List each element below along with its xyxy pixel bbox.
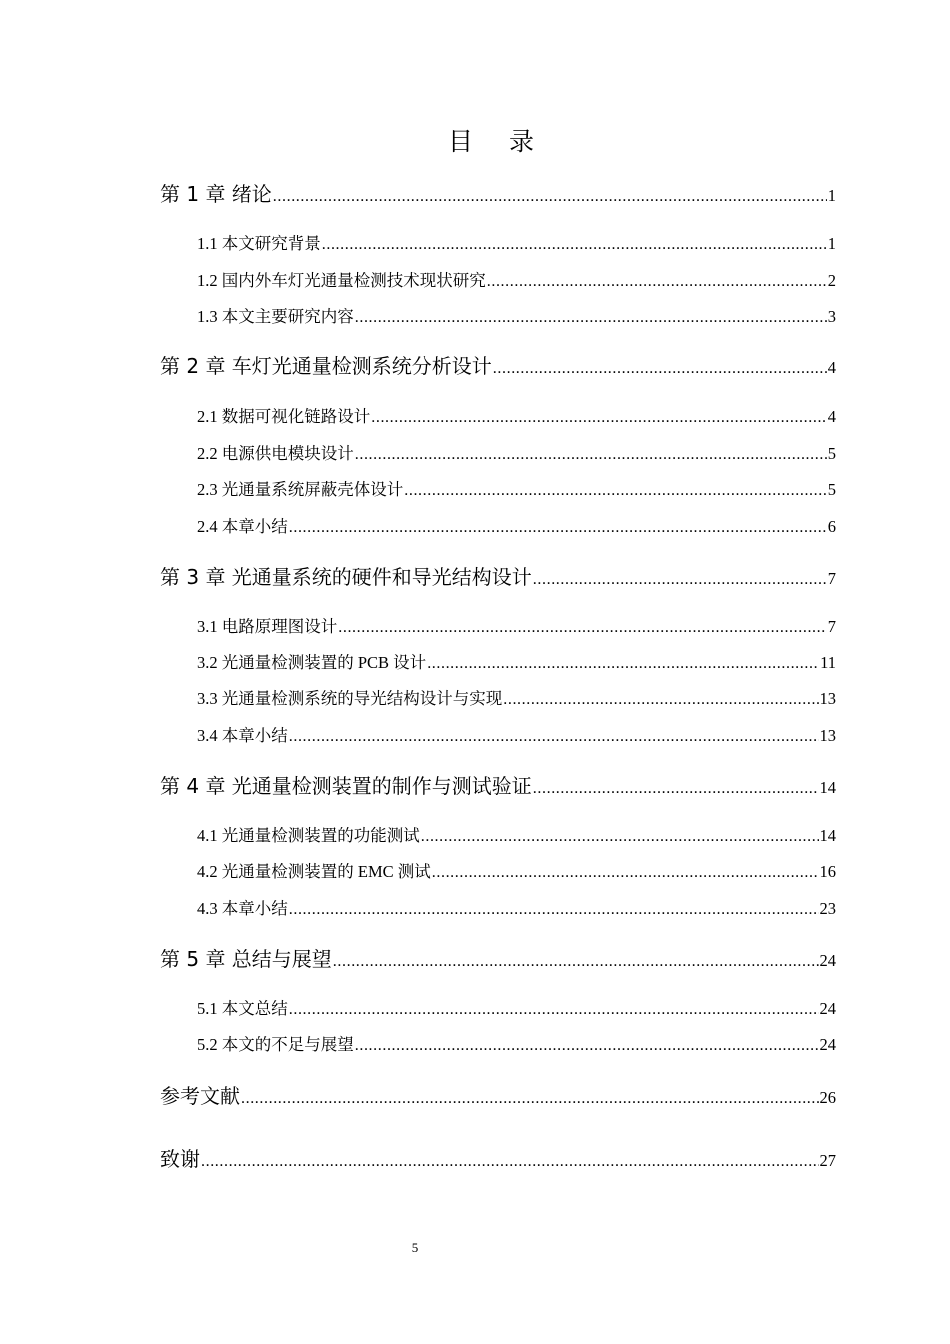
toc-entry-section-1-2[interactable] — [197, 267, 836, 291]
toc-entry-section-2-1[interactable] — [197, 403, 836, 427]
dot-leader — [289, 901, 819, 919]
entry-label: 第 3 章 光通量系统的硬件和导光结构设计 — [160, 565, 532, 589]
entry-page-number: 24 — [819, 951, 836, 970]
dot-leader — [333, 953, 819, 971]
entry-label: 3.4 本章小结 — [197, 726, 288, 745]
dot-leader — [355, 1037, 819, 1055]
toc-entry-section-4-3[interactable] — [197, 895, 836, 919]
toc-entry-section-2-4[interactable] — [197, 513, 836, 537]
entry-page-number: 14 — [819, 778, 836, 797]
toc-entry-section-5-2[interactable] — [197, 1031, 836, 1055]
entry-label: 2.2 电源供电模块设计 — [197, 444, 354, 463]
entry-page-number: 2 — [827, 271, 836, 290]
dot-leader — [289, 728, 819, 746]
entry-label: 5.2 本文的不足与展望 — [197, 1035, 354, 1054]
dot-leader — [241, 1090, 819, 1108]
page-title: 目 录 — [448, 127, 548, 156]
entry-page-number: 13 — [819, 726, 836, 745]
toc-entry-chapter-2[interactable] — [160, 350, 836, 379]
dot-leader — [371, 409, 827, 427]
toc-entry-chapter-4[interactable] — [160, 770, 836, 799]
dot-leader — [338, 619, 827, 637]
dot-leader — [427, 655, 819, 673]
entry-label: 5.1 本文总结 — [197, 999, 288, 1018]
dot-leader — [533, 780, 819, 798]
entry-page-number: 4 — [827, 358, 836, 377]
entry-page-number: 24 — [819, 999, 836, 1018]
dot-leader — [355, 309, 827, 327]
dot-leader — [421, 828, 819, 846]
toc-entry-chapter-5[interactable] — [160, 943, 836, 972]
footer-page-number: 5 — [411, 1240, 419, 1255]
toc-entry-section-3-1[interactable] — [197, 613, 836, 637]
entry-page-number: 27 — [819, 1151, 836, 1170]
dot-leader — [404, 482, 827, 500]
entry-label: 第 5 章 总结与展望 — [160, 947, 332, 971]
toc-entry-section-3-2[interactable] — [197, 649, 836, 673]
entry-page-number: 7 — [827, 569, 836, 588]
entry-page-number: 23 — [819, 899, 836, 918]
dot-leader — [493, 360, 827, 378]
entry-page-number: 1 — [827, 234, 836, 253]
toc-entry-section-1-1[interactable] — [197, 230, 836, 254]
entry-label: 4.2 光通量检测装置的 EMC 测试 — [197, 862, 431, 881]
dot-leader — [273, 188, 827, 206]
toc-entry-section-3-4[interactable] — [197, 722, 836, 746]
entry-page-number: 14 — [819, 826, 836, 845]
entry-page-number: 5 — [827, 444, 836, 463]
entry-label: 参考文献 — [160, 1084, 240, 1108]
entry-label: 1.2 国内外车灯光通量检测技术现状研究 — [197, 271, 486, 290]
entry-label: 3.1 电路原理图设计 — [197, 617, 338, 636]
dot-leader — [533, 571, 827, 589]
entry-page-number: 4 — [827, 407, 836, 426]
dot-leader — [289, 519, 827, 537]
entry-label: 4.3 本章小结 — [197, 899, 288, 918]
dot-leader — [322, 236, 827, 254]
entry-label: 3.2 光通量检测装置的 PCB 设计 — [197, 653, 427, 672]
dot-leader — [201, 1153, 819, 1171]
toc-entry-acknowledgements[interactable] — [160, 1143, 836, 1172]
entry-label: 2.3 光通量系统屏蔽壳体设计 — [197, 480, 404, 499]
toc-entry-section-2-2[interactable] — [197, 440, 836, 464]
dot-leader — [289, 1001, 819, 1019]
toc-entry-section-1-3[interactable] — [197, 303, 836, 327]
toc-entry-section-4-2[interactable] — [197, 858, 836, 882]
entry-label: 4.1 光通量检测装置的功能测试 — [197, 826, 420, 845]
entry-page-number: 3 — [827, 307, 836, 326]
entry-label: 2.1 数据可视化链路设计 — [197, 407, 371, 426]
dot-leader — [432, 864, 819, 882]
entry-label: 2.4 本章小结 — [197, 517, 288, 536]
entry-label: 第 2 章 车灯光通量检测系统分析设计 — [160, 354, 492, 378]
entry-label: 第 1 章 绪论 — [160, 182, 272, 206]
dot-leader — [355, 446, 827, 464]
entry-label: 1.3 本文主要研究内容 — [197, 307, 354, 326]
toc-entry-section-2-3[interactable] — [197, 476, 836, 500]
toc-entry-references[interactable] — [160, 1080, 836, 1109]
toc-entry-section-3-3[interactable] — [197, 685, 836, 709]
dot-leader — [487, 273, 827, 291]
entry-page-number: 6 — [827, 517, 836, 536]
toc-entry-section-5-1[interactable] — [197, 995, 836, 1019]
toc-entry-chapter-3[interactable] — [160, 561, 836, 590]
dot-leader — [503, 691, 818, 709]
entry-page-number: 5 — [827, 480, 836, 499]
toc-entry-section-4-1[interactable] — [197, 822, 836, 846]
entry-label: 致谢 — [160, 1147, 200, 1171]
entry-label: 3.3 光通量检测系统的导光结构设计与实现 — [197, 689, 503, 708]
entry-label: 第 4 章 光通量检测装置的制作与测试验证 — [160, 774, 532, 798]
entry-page-number: 16 — [819, 862, 836, 881]
entry-label: 1.1 本文研究背景 — [197, 234, 321, 253]
entry-page-number: 24 — [819, 1035, 836, 1054]
entry-page-number: 26 — [819, 1088, 836, 1107]
entry-page-number: 13 — [819, 689, 836, 708]
entry-page-number: 11 — [820, 653, 836, 672]
toc-entry-chapter-1[interactable] — [160, 178, 836, 207]
entry-page-number: 7 — [827, 617, 836, 636]
entry-page-number: 1 — [827, 186, 836, 205]
